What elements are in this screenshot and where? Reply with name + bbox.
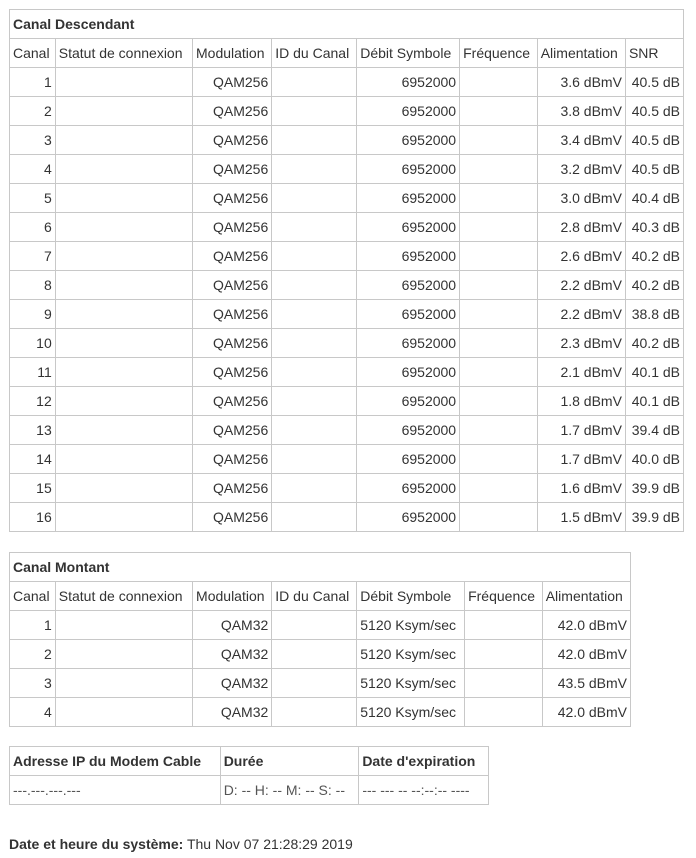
table-cell: QAM256 xyxy=(193,416,272,445)
table-cell: QAM256 xyxy=(193,300,272,329)
table-cell: 40.5 dB xyxy=(625,155,683,184)
table-cell: 6952000 xyxy=(357,387,460,416)
table-cell xyxy=(272,271,357,300)
table-cell: QAM256 xyxy=(193,97,272,126)
table-cell: 6952000 xyxy=(357,155,460,184)
upstream-column-header: ID du Canal xyxy=(272,582,357,611)
table-cell: 13 xyxy=(10,416,56,445)
table-cell: QAM256 xyxy=(193,213,272,242)
table-cell: 16 xyxy=(10,503,56,532)
table-cell: 40.5 dB xyxy=(625,68,683,97)
table-cell xyxy=(460,358,538,387)
table-cell: 2.2 dBmV xyxy=(537,271,625,300)
table-cell xyxy=(460,242,538,271)
table-row xyxy=(10,503,684,532)
table-cell xyxy=(460,68,538,97)
table-cell: QAM256 xyxy=(193,242,272,271)
table-cell xyxy=(460,474,538,503)
table-row xyxy=(10,611,631,640)
table-cell xyxy=(272,387,357,416)
table-cell xyxy=(272,445,357,474)
table-cell: 1.5 dBmV xyxy=(537,503,625,532)
downstream-column-header: Statut de connexion xyxy=(55,39,192,68)
table-cell xyxy=(55,416,192,445)
table-cell xyxy=(55,640,192,669)
table-cell: 3 xyxy=(10,669,56,698)
table-row xyxy=(10,669,631,698)
table-cell xyxy=(460,387,538,416)
downstream-column-header: Modulation xyxy=(193,39,272,68)
table-cell xyxy=(55,126,192,155)
table-row xyxy=(10,300,684,329)
table-cell xyxy=(460,184,538,213)
table-cell xyxy=(55,155,192,184)
table-cell: 40.4 dB xyxy=(625,184,683,213)
table-cell xyxy=(55,271,192,300)
table-cell: QAM256 xyxy=(193,387,272,416)
table-cell: QAM32 xyxy=(193,698,272,727)
downstream-column-header: Alimentation xyxy=(537,39,625,68)
table-cell: 9 xyxy=(10,300,56,329)
table-row xyxy=(10,126,684,155)
table-cell: 2.2 dBmV xyxy=(537,300,625,329)
ip-info-value: --- --- -- --:--:-- ---- xyxy=(359,776,489,805)
table-row xyxy=(10,387,684,416)
table-row xyxy=(10,445,684,474)
table-cell xyxy=(55,300,192,329)
ip-info-header: Adresse IP du Modem Cable xyxy=(10,747,221,776)
table-cell: 1.6 dBmV xyxy=(537,474,625,503)
table-cell: 6952000 xyxy=(357,474,460,503)
table-cell xyxy=(272,503,357,532)
ip-info-header: Durée xyxy=(220,747,359,776)
table-cell: 43.5 dBmV xyxy=(542,669,630,698)
table-cell: 3.4 dBmV xyxy=(537,126,625,155)
table-cell: 6 xyxy=(10,213,56,242)
table-row xyxy=(10,97,684,126)
table-cell: 3.8 dBmV xyxy=(537,97,625,126)
table-row xyxy=(10,155,684,184)
table-cell xyxy=(460,155,538,184)
table-cell: QAM256 xyxy=(193,503,272,532)
table-cell: 2.6 dBmV xyxy=(537,242,625,271)
table-cell: 6952000 xyxy=(357,300,460,329)
table-cell xyxy=(465,640,543,669)
table-cell: 42.0 dBmV xyxy=(542,698,630,727)
table-cell: 2.1 dBmV xyxy=(537,358,625,387)
table-cell: 5120 Ksym/sec xyxy=(357,611,465,640)
ip-info-header: Date d'expiration xyxy=(359,747,489,776)
table-cell: 5120 Ksym/sec xyxy=(357,640,465,669)
table-cell: 5120 Ksym/sec xyxy=(357,698,465,727)
upstream-column-header: Alimentation xyxy=(542,582,630,611)
table-cell xyxy=(272,242,357,271)
table-cell: 6952000 xyxy=(357,503,460,532)
table-cell: 4 xyxy=(10,698,56,727)
table-cell: 1.8 dBmV xyxy=(537,387,625,416)
ip-info-value: D: -- H: -- M: -- S: -- xyxy=(220,776,359,805)
table-cell: 6952000 xyxy=(357,97,460,126)
table-cell: QAM256 xyxy=(193,126,272,155)
table-cell: 6952000 xyxy=(357,68,460,97)
table-cell: 40.1 dB xyxy=(625,387,683,416)
table-cell xyxy=(55,387,192,416)
table-cell: 40.2 dB xyxy=(625,271,683,300)
table-row xyxy=(10,358,684,387)
table-cell: 6952000 xyxy=(357,242,460,271)
table-row xyxy=(10,68,684,97)
table-cell: 6952000 xyxy=(357,358,460,387)
table-row xyxy=(10,184,684,213)
downstream-column-header: Débit Symbole xyxy=(357,39,460,68)
table-cell xyxy=(272,358,357,387)
table-cell xyxy=(55,242,192,271)
downstream-column-header: Canal xyxy=(10,39,56,68)
upstream-column-header: Débit Symbole xyxy=(357,582,465,611)
table-cell xyxy=(55,669,192,698)
table-cell: 42.0 dBmV xyxy=(542,640,630,669)
table-cell: 8 xyxy=(10,271,56,300)
table-cell: 40.1 dB xyxy=(625,358,683,387)
table-cell: 40.3 dB xyxy=(625,213,683,242)
table-cell: QAM256 xyxy=(193,358,272,387)
table-cell: 3 xyxy=(10,126,56,155)
table-cell: 2.8 dBmV xyxy=(537,213,625,242)
table-cell xyxy=(460,213,538,242)
table-cell xyxy=(460,329,538,358)
table-cell xyxy=(55,611,192,640)
table-cell: 6952000 xyxy=(357,329,460,358)
table-cell: 4 xyxy=(10,155,56,184)
table-row xyxy=(10,271,684,300)
downstream-table xyxy=(9,9,684,532)
table-cell xyxy=(55,358,192,387)
table-cell xyxy=(465,669,543,698)
table-cell: 6952000 xyxy=(357,416,460,445)
table-row xyxy=(10,474,684,503)
downstream-column-header: Fréquence xyxy=(460,39,538,68)
table-cell xyxy=(55,503,192,532)
table-row xyxy=(10,242,684,271)
table-cell: 40.0 dB xyxy=(625,445,683,474)
table-cell: 3.0 dBmV xyxy=(537,184,625,213)
table-cell: QAM256 xyxy=(193,329,272,358)
table-cell xyxy=(272,155,357,184)
table-cell: 10 xyxy=(10,329,56,358)
table-cell xyxy=(272,213,357,242)
upstream-column-header: Statut de connexion xyxy=(55,582,192,611)
table-cell: 15 xyxy=(10,474,56,503)
table-cell: 42.0 dBmV xyxy=(542,611,630,640)
table-cell xyxy=(55,474,192,503)
table-cell xyxy=(272,640,357,669)
table-cell: QAM256 xyxy=(193,445,272,474)
table-cell: 6952000 xyxy=(357,213,460,242)
table-cell: 1.7 dBmV xyxy=(537,445,625,474)
table-cell xyxy=(460,271,538,300)
table-cell: 39.9 dB xyxy=(625,474,683,503)
table-cell: 2.3 dBmV xyxy=(537,329,625,358)
table-cell: QAM256 xyxy=(193,271,272,300)
table-cell: 39.9 dB xyxy=(625,503,683,532)
table-cell xyxy=(465,698,543,727)
table-cell: 12 xyxy=(10,387,56,416)
table-cell xyxy=(460,126,538,155)
table-cell: 40.2 dB xyxy=(625,329,683,358)
system-datetime-label: Date et heure du système: xyxy=(9,836,184,852)
downstream-column-header: SNR xyxy=(625,39,683,68)
table-cell xyxy=(55,445,192,474)
downstream-column-header: ID du Canal xyxy=(272,39,357,68)
table-cell: 6952000 xyxy=(357,271,460,300)
table-row xyxy=(10,329,684,358)
table-row xyxy=(10,213,684,242)
table-cell: 6952000 xyxy=(357,184,460,213)
table-cell: 5120 Ksym/sec xyxy=(357,669,465,698)
system-datetime xyxy=(9,836,353,852)
table-cell xyxy=(272,184,357,213)
table-cell: QAM256 xyxy=(193,68,272,97)
table-cell: 6952000 xyxy=(357,445,460,474)
table-cell xyxy=(272,611,357,640)
table-cell xyxy=(55,698,192,727)
table-cell: 6952000 xyxy=(357,126,460,155)
table-cell xyxy=(55,184,192,213)
table-cell xyxy=(465,611,543,640)
table-cell: 1 xyxy=(10,68,56,97)
table-cell: 40.2 dB xyxy=(625,242,683,271)
system-datetime-value: Thu Nov 07 21:28:29 2019 xyxy=(186,836,353,852)
table-cell xyxy=(272,698,357,727)
table-cell: 40.5 dB xyxy=(625,126,683,155)
table-cell xyxy=(460,300,538,329)
table-cell xyxy=(272,126,357,155)
table-row xyxy=(10,640,631,669)
table-cell: QAM32 xyxy=(193,669,272,698)
table-cell: 39.4 dB xyxy=(625,416,683,445)
table-cell: 7 xyxy=(10,242,56,271)
table-cell xyxy=(272,416,357,445)
table-cell: 11 xyxy=(10,358,56,387)
table-cell: 38.8 dB xyxy=(625,300,683,329)
table-cell xyxy=(272,329,357,358)
upstream-column-header: Canal xyxy=(10,582,56,611)
table-cell xyxy=(55,97,192,126)
table-cell: 1 xyxy=(10,611,56,640)
table-cell xyxy=(272,300,357,329)
table-cell xyxy=(55,68,192,97)
upstream-column-header: Fréquence xyxy=(465,582,543,611)
table-cell: 5 xyxy=(10,184,56,213)
table-cell xyxy=(460,97,538,126)
table-cell xyxy=(460,416,538,445)
table-cell xyxy=(272,669,357,698)
table-cell: 14 xyxy=(10,445,56,474)
table-cell xyxy=(272,474,357,503)
table-cell xyxy=(272,68,357,97)
ip-info-table xyxy=(9,746,489,805)
upstream-table xyxy=(9,552,631,727)
table-cell: 2 xyxy=(10,97,56,126)
table-cell: 40.5 dB xyxy=(625,97,683,126)
table-cell: 2 xyxy=(10,640,56,669)
table-cell xyxy=(460,503,538,532)
table-row xyxy=(10,416,684,445)
table-cell xyxy=(55,213,192,242)
upstream-title: Canal Montant xyxy=(10,553,631,582)
table-cell xyxy=(55,329,192,358)
table-cell: QAM256 xyxy=(193,155,272,184)
table-cell: QAM32 xyxy=(193,611,272,640)
table-row xyxy=(10,698,631,727)
table-cell: QAM32 xyxy=(193,640,272,669)
table-cell: 1.7 dBmV xyxy=(537,416,625,445)
upstream-column-header: Modulation xyxy=(193,582,272,611)
ip-info-value: ---.---.---.--- xyxy=(10,776,221,805)
table-cell: QAM256 xyxy=(193,474,272,503)
table-cell xyxy=(460,445,538,474)
table-cell: 3.2 dBmV xyxy=(537,155,625,184)
table-cell xyxy=(272,97,357,126)
table-cell: 3.6 dBmV xyxy=(537,68,625,97)
table-cell: QAM256 xyxy=(193,184,272,213)
downstream-title: Canal Descendant xyxy=(10,10,684,39)
